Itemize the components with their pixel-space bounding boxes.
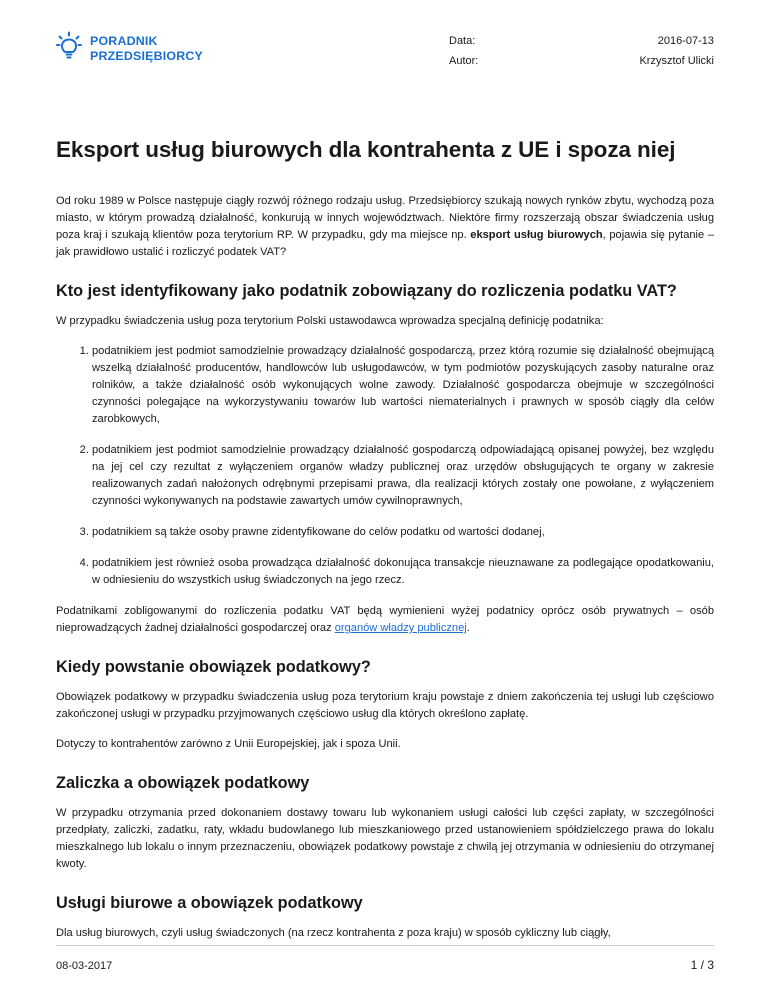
- lightbulb-icon: [56, 31, 82, 66]
- section-3-paragraph: W przypadku otrzymania przed dokonaniem dostawy towaru lub wykonaniem usługi całości lub części zapłaty, w szczególności przedpłaty, zaliczki, zadatku, raty, wkładu budowlanego lub mieszkaniowego przed ustanowieniem spółdzielczego prawa do lokalu mieszkalnego lub lokalu o innym przeznaczeniu, obowiązek podatkowy powstaje z chwilą jej otrzymania w odniesieniu do otrzymanej kwoty.: [56, 807, 714, 870]
- date-row: [449, 31, 714, 51]
- author-value: Krzysztof Ulicki: [639, 55, 714, 67]
- section-1-lead: W przypadku świadczenia usług poza terytorium Polski ustawodawca wprowadza specjalną definicję podatnika:: [56, 315, 604, 327]
- section-2-heading: Kiedy powstanie obowiązek podatkowy?: [56, 658, 371, 676]
- section-1-heading: Kto jest identyfikowany jako podatnik zobowiązany do rozliczenia podatku VAT?: [56, 282, 677, 300]
- intro-paragraph: [56, 193, 714, 261]
- document-meta: [449, 31, 714, 71]
- section-2-paragraph-2: Dotyczy to kontrahentów zarówno z Unii Europejskiej, jak i spoza Unii.: [56, 738, 401, 750]
- author-row: [449, 51, 714, 71]
- intro-text-2: , pojawia się pytanie – jak prawidłowo ustalić i rozliczyć podatek VAT?: [56, 229, 714, 258]
- section-4-heading: Usługi biurowe a obowiązek podatkowy: [56, 894, 363, 912]
- logo[interactable]: [56, 31, 203, 66]
- section-4-paragraph: Dla usług biurowych, czyli usług świadczonych (na rzecz kontrahenta z poza kraju) w sposób cykliczny lub ciągły,: [56, 927, 611, 939]
- logo-text: [90, 34, 203, 64]
- section-1-outro: [56, 603, 714, 637]
- section-2-paragraph-1: Obowiązek podatkowy w przypadku świadczenia usług poza terytorium kraju powstaje z dniem zakończenia tej usługi lub częściowo zakończonej usługi w przypadku przyjmowanych częściowo usług dla których określono zapłatę.: [56, 691, 714, 720]
- date-label: Data:: [449, 35, 476, 47]
- public-authorities-link[interactable]: organów władzy publicznej: [334, 622, 467, 634]
- author-label: Autor:: [449, 55, 479, 67]
- taxpayer-definition-list: [56, 343, 714, 589]
- list-item: 3. podatnikiem są także osoby prawne zidentyfikowane do celów podatku od wartości dodanej,: [92, 524, 714, 541]
- document-title: Eksport usług biurowych dla kontrahenta z UE i spoza niej: [56, 137, 676, 162]
- section-3-heading: Zaliczka a obowiązek podatkowy: [56, 774, 310, 792]
- article-body: [56, 193, 714, 955]
- list-item: 2. podatnikiem jest podmiot samodzielnie prowadzący działalność gospodarczą odpowiadającą opisanej powyżej, bez względu na jej cel czy rezultat z wyłączeniem organów władzy publicznej oraz urzędów obsługujących te organy w zakresie realizowanych zadań nałożonych odrębnymi przepisami prawa, dla realizacji których zostały one powołane, z wyłączeniem czynności wykonywanych na podstawie zawartych umów cywilnoprawnych,: [92, 442, 714, 510]
- logo-line-1: PORADNIK: [90, 33, 158, 48]
- date-value: 2016-07-13: [657, 35, 714, 47]
- list-item: 4. podatnikiem jest również osoba prowadząca działalność dokonująca transakcje nieuznawane za podlegające opodatkowaniu, w odniesieniu do wszystkich usług świadczonych na jego rzecz.: [92, 555, 714, 589]
- logo-line-2: PRZEDSIĘBIORCY: [90, 48, 203, 63]
- page-header: [0, 0, 768, 90]
- footer-divider: [56, 945, 714, 946]
- footer-date: 08-03-2017: [56, 960, 113, 972]
- intro-bold: eksport usług biurowych: [470, 229, 603, 241]
- intro-text-1: Od roku 1989 w Polsce następuje ciągły rozwój różnego rodzaju usług. Przedsiębiorcy szukają nowych rynków zbytu, wychodzą poza miasto, w którym prowadzą działalność, konkurują w innych województwach. Niektóre firmy rozszerzają obszar świadczenia usług poza kraj i szukają klientów poza terytorium RP. W przypadku, gdy ma miejsce np.: [56, 195, 714, 241]
- outro-text-2: .: [466, 622, 470, 634]
- list-item: 1. podatnikiem jest podmiot samodzielnie prowadzący działalność gospodarczą, przez którą rozumie się działalność obejmującą wszelką działalność producentów, handlowców lub usługodawców, w tym podmiotów pozyskujących zasoby naturalne oraz rolników, a także działalność osób wykonujących wolne zawody. Działalność gospodarcza obejmuje w szczególności czynności polegające na wykorzystywaniu towarów lub wartości niematerialnych i prawnych w sposób ciągły dla celów zarobkowych,: [92, 343, 714, 428]
- outro-text-1: Podatnikami zobligowanymi do rozliczenia podatku VAT będą wymienieni wyżej podatnicy oprócz osób prywatnych – osób nieprowadzących żadnej działalności gospodarczej oraz: [56, 605, 714, 634]
- page-number: 1 / 3: [690, 958, 714, 972]
